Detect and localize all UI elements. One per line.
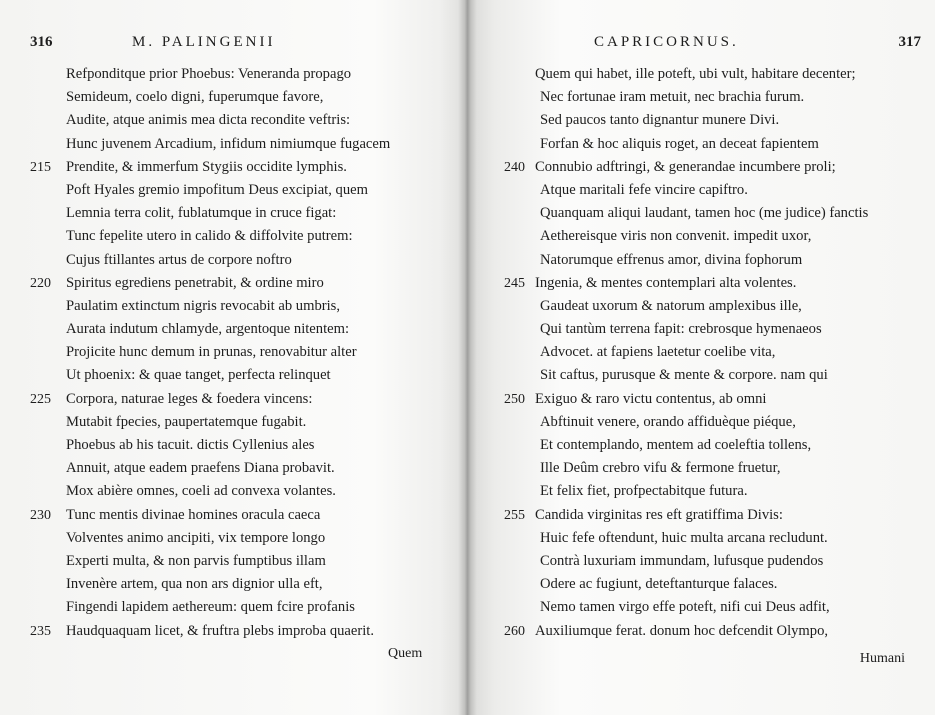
verse-text: Mox abière omnes, coeli ad convexa volantes. (66, 483, 336, 500)
verse-text: Audite, atque animis mea dicta recondite veftris: (66, 112, 351, 129)
verse-text: Ingenia, & mentes contemplari alta volentes. (535, 274, 797, 291)
verse-line (0, 225, 466, 248)
verse-text: Corpora, naturae leges & foedera vincens: (66, 390, 313, 407)
verse-line (469, 109, 935, 132)
verse-text: Lemnia terra colit, fublatumque in cruce figat: (66, 205, 337, 222)
verse-text: Tunc mentis divinae homines oracula caeca (66, 506, 321, 523)
verse-text: Auxiliumque ferat. donum hoc defcendit Olympo, (535, 622, 829, 639)
verse-text: Et felix fiet, profpectabitque futura. (540, 483, 748, 500)
verse-line (0, 527, 466, 550)
verse-line (469, 318, 935, 341)
verse-line (469, 504, 935, 527)
line-number: 255 (504, 507, 525, 523)
right-page-number: 317 (898, 34, 921, 50)
line-number: 240 (504, 159, 525, 175)
verse-line (0, 179, 466, 202)
verse-line (0, 109, 466, 132)
verse-line (469, 620, 935, 643)
left-page (0, 0, 466, 715)
left-verse-block (0, 63, 466, 643)
line-number: 245 (504, 275, 525, 291)
verse-line (0, 620, 466, 643)
verse-line (469, 63, 935, 86)
line-number: 250 (504, 391, 525, 407)
verse-line (0, 573, 466, 596)
right-running-title: CAPRICORNUS. (594, 34, 739, 50)
verse-line (469, 434, 935, 457)
verse-line (0, 388, 466, 411)
verse-line (469, 341, 935, 364)
verse-text: Prendite, & immerfum Stygiis occidite lymphis. (66, 158, 347, 175)
verse-line (0, 202, 466, 225)
verse-text: Cujus ftillantes artus de corpore noftro (66, 251, 292, 268)
verse-text: Fingendi lapidem aethereum: quem fcire profanis (66, 599, 355, 616)
verse-line (469, 86, 935, 109)
right-running-head (469, 34, 935, 56)
line-number: 235 (30, 623, 51, 639)
verse-line (469, 550, 935, 573)
left-catchword: Quem (388, 646, 423, 661)
verse-line (469, 133, 935, 156)
verse-text: Experti multa, & non parvis fumptibus illam (66, 552, 326, 569)
verse-line (0, 272, 466, 295)
verse-line (0, 86, 466, 109)
verse-line (469, 411, 935, 434)
verse-text: Poft Hyales gremio impofitum Deus excipiat, quem (66, 181, 368, 198)
right-verse-block (469, 63, 935, 643)
verse-line (469, 202, 935, 225)
verse-text: Et contemplando, mentem ad coeleftia tollens, (540, 437, 812, 453)
right-page (469, 0, 935, 715)
verse-line (0, 295, 466, 318)
verse-line (469, 295, 935, 318)
verse-line (469, 272, 935, 295)
verse-text: Natorumque effrenus amor, divina fophorum (540, 251, 803, 268)
verse-text: Tunc fepelite utero in calido & diffolvite putrem: (66, 228, 353, 245)
left-page-number: 316 (30, 34, 53, 50)
verse-line (469, 573, 935, 596)
verse-text: Volventes animo ancipiti, vix tempore longo (66, 529, 326, 546)
verse-text: Gaudeat uxorum & natorum amplexibus ille, (540, 297, 802, 314)
verse-line (469, 388, 935, 411)
verse-text: Haudquaquam licet, & fruftra plebs improba quaerit. (66, 622, 374, 639)
verse-line (0, 434, 466, 457)
verse-text: Advocet. at fapiens laetetur coelibe vita, (540, 344, 776, 361)
verse-text: Huic fefe oftendunt, huic multa arcana recludunt. (540, 529, 828, 546)
verse-line (0, 364, 466, 387)
line-number: 260 (504, 623, 525, 639)
verse-line (469, 156, 935, 179)
line-number: 230 (30, 507, 51, 523)
verse-line (469, 179, 935, 202)
verse-line (0, 550, 466, 573)
verse-text: Sit caftus, purusque & mente & corpore. nam qui (540, 367, 828, 384)
line-number: 225 (30, 391, 51, 407)
verse-text: Paulatim extinctum nigris revocabit ab umbris, (66, 297, 340, 314)
verse-text: Spiritus egrediens penetrabit, & ordine miro (66, 274, 324, 291)
line-number: 220 (30, 275, 51, 291)
verse-line (0, 457, 466, 480)
verse-line (0, 156, 466, 179)
verse-line (0, 411, 466, 434)
verse-line (469, 596, 935, 619)
verse-text: Connubio adftringi, & generandae incumbere proli; (535, 158, 836, 175)
verse-line (469, 480, 935, 503)
verse-text: Atque maritali fefe vincire capiftro. (540, 181, 748, 198)
verse-line (0, 504, 466, 527)
line-number: 215 (30, 159, 51, 175)
left-running-title: M. PALINGENII (132, 34, 276, 50)
verse-text: Phoebus ab his tacuit. dictis Cyllenius ales (66, 437, 315, 453)
verse-text: Sed paucos tanto dignantur munere Divi. (540, 112, 780, 129)
verse-text: Projicite hunc demum in prunas, renovabitur alter (66, 344, 357, 361)
verse-text: Mutabit fpecies, paupertatemque fugabit. (66, 413, 307, 430)
verse-text: Aethereisque viris non convenit. impedit uxor, (540, 228, 812, 245)
verse-line (469, 527, 935, 550)
verse-text: Contrà luxuriam immundam, lufusque pudendos (540, 552, 824, 569)
verse-line (0, 249, 466, 272)
verse-line (469, 249, 935, 272)
verse-text: Ut phoenix: & quae tanget, perfecta relinquet (66, 367, 331, 384)
right-catchword: Humani (859, 651, 905, 666)
verse-line (0, 341, 466, 364)
verse-text: Qui tantùm terrena fapit: crebrosque hymenaeos (540, 321, 822, 338)
verse-text: Invenère artem, qua non ars dignior ulla eft, (66, 576, 323, 593)
verse-line (469, 225, 935, 248)
verse-line (0, 596, 466, 619)
verse-text: Candida virginitas res eft gratiffima Divis: (535, 506, 783, 523)
verse-line (469, 364, 935, 387)
verse-text: Odere ac fugiunt, deteftanturque falaces. (540, 576, 778, 593)
verse-text: Ille Deûm crebro vifu & fermone fruetur, (540, 460, 781, 477)
verse-text: Abftinuit venere, orando affiduèque piéque, (540, 413, 796, 430)
left-running-head (0, 34, 466, 56)
verse-line (0, 480, 466, 503)
verse-line (469, 457, 935, 480)
verse-line (0, 63, 466, 86)
verse-text: Hunc juvenem Arcadium, infidum nimiumque fugacem (66, 135, 391, 152)
verse-text: Quem qui habet, ille poteft, ubi vult, habitare decenter; (535, 66, 856, 82)
verse-text: Nec fortunae iram metuit, nec brachia furum. (540, 89, 805, 106)
verse-text: Aurata indutum chlamyde, argentoque nitentem: (66, 321, 350, 338)
verse-line (0, 318, 466, 341)
verse-text: Semideum, coelo digni, fuperumque favore, (66, 89, 324, 106)
verse-text: Exiguo & raro victu contentus, ab omni (535, 390, 767, 407)
verse-text: Forfan & hoc aliquis roget, an deceat fapientem (540, 135, 819, 152)
verse-text: Quanquam aliqui laudant, tamen hoc (me judice) fanctis (540, 205, 869, 222)
verse-text: Nemo tamen virgo effe poteft, nifi cui Deus adfit, (540, 599, 830, 616)
verse-text: Refponditque prior Phoebus: Veneranda propago (66, 66, 352, 82)
verse-text: Annuit, atque eadem praefens Diana probavit. (66, 460, 335, 477)
verse-line (0, 133, 466, 156)
